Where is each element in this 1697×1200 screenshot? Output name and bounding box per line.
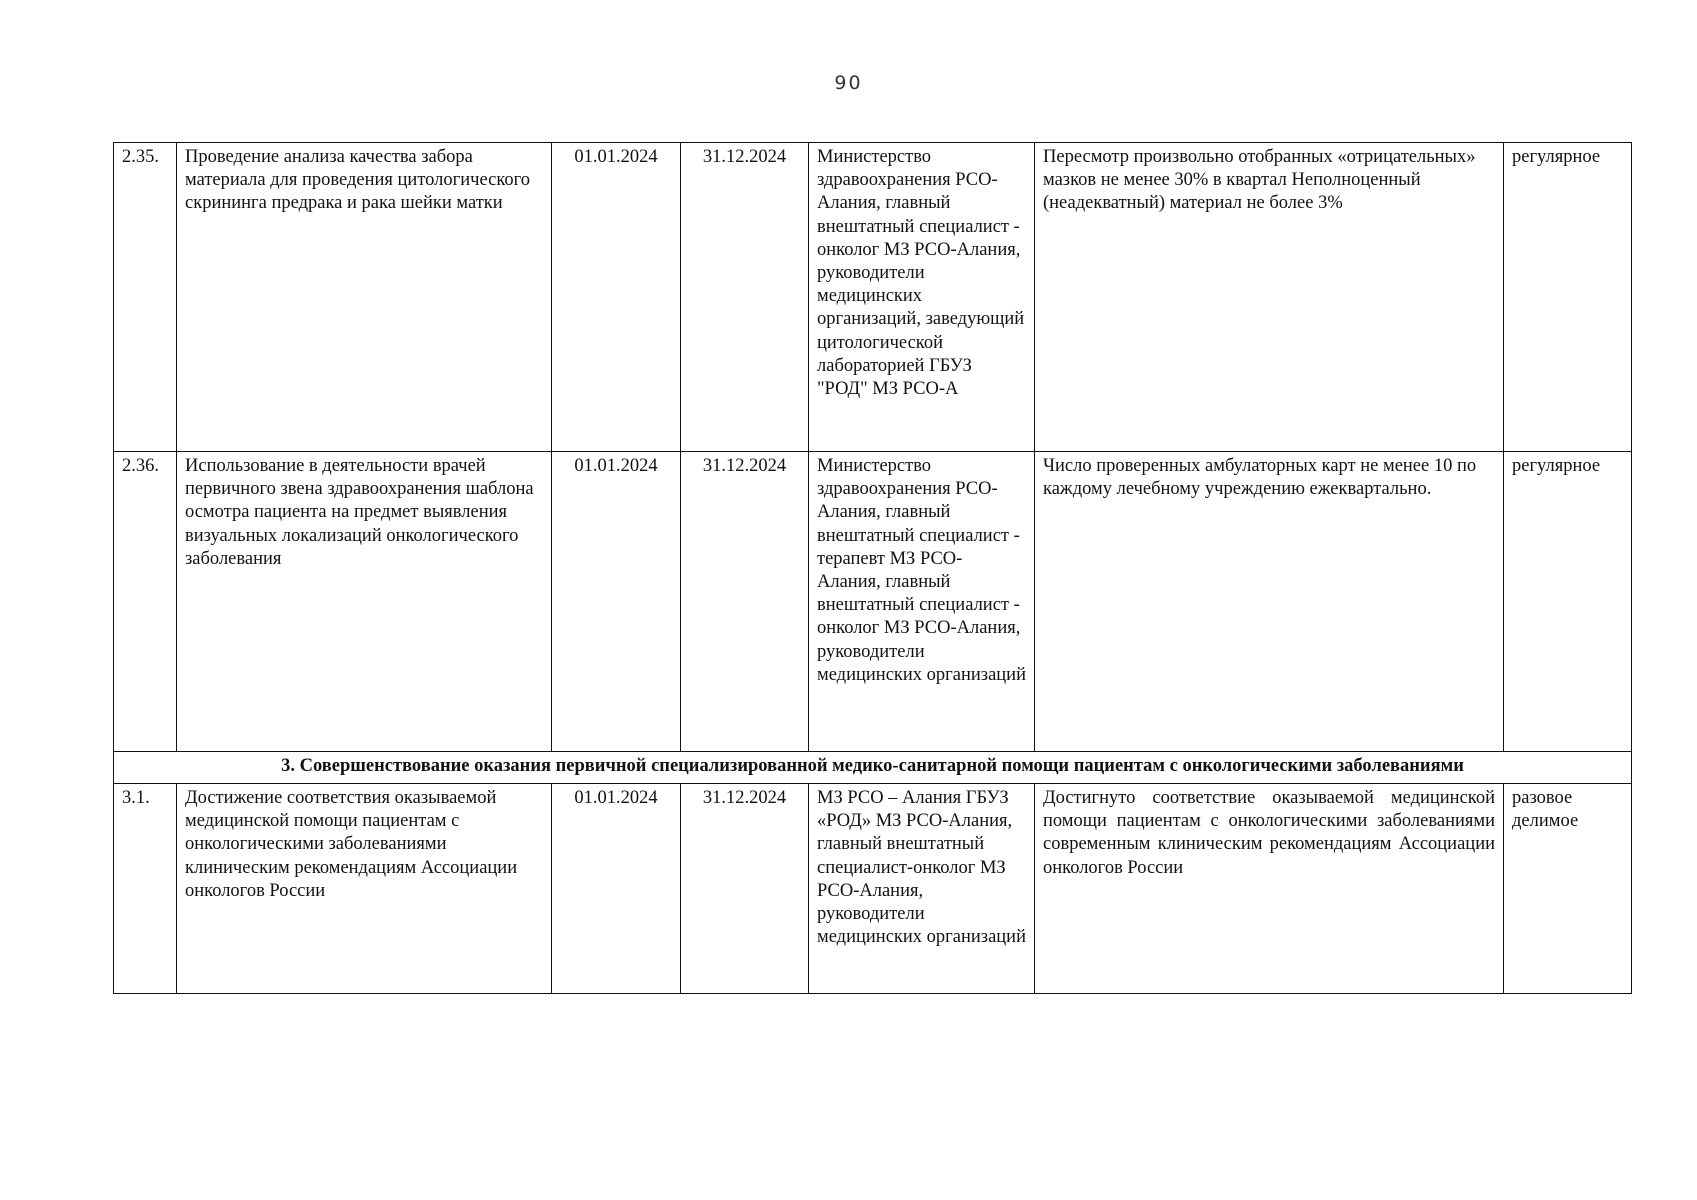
responsible-cell: Министерство здравоохранения РСО-Алания, главный внештатный специалист - онколог МЗ РСО-Алания, руководители медицинских организаций, заведующий цитологической лабораторией ГБУЗ "РОД" МЗ РСО-А [809, 143, 1035, 452]
item-number: 2.35. [114, 143, 177, 452]
type-cell: разовое делимое [1504, 784, 1632, 994]
start-date: 01.01.2024 [552, 452, 681, 752]
table-row-2-35 [114, 143, 1632, 452]
result-cell: Число проверенных амбулаторных карт не менее 10 по каждому лечебному учреждению ежеквартально. [1035, 452, 1504, 752]
result-cell: Пересмотр произвольно отобранных «отрицательных» мазков не менее 30% в квартал Неполноценный (неадекватный) материал не более 3% [1035, 143, 1504, 452]
section-header-row [114, 752, 1632, 784]
item-number: 3.1. [114, 784, 177, 994]
responsible-cell: МЗ РСО – Алания ГБУЗ «РОД» МЗ РСО-Алания, главный внештатный специалист-онколог МЗ РСО-Алания, руководители медицинских организаций [809, 784, 1035, 994]
table-row-3-1 [114, 784, 1632, 994]
type-cell: регулярное [1504, 143, 1632, 452]
activity-cell: Достижение соответствия оказываемой медицинской помощи пациентам с онкологическими заболеваниями клиническим рекомендациям Ассоциации онкологов России [177, 784, 552, 994]
section-title: 3. Совершенствование оказания первичной специализированной медико-санитарной помощи пациентам с онкологическими заболеваниями [114, 752, 1632, 784]
activity-cell: Проведение анализа качества забора материала для проведения цитологического скрининга предрака и рака шейки матки [177, 143, 552, 452]
table-row-2-36 [114, 452, 1632, 752]
type-cell: регулярное [1504, 452, 1632, 752]
end-date: 31.12.2024 [681, 784, 809, 994]
result-cell: Достигнуто соответствие оказываемой медицинской помощи пациентам с онкологическими заболеваниями современным клиническим рекомендациям Ассоциации онкологов России [1035, 784, 1504, 994]
end-date: 31.12.2024 [681, 452, 809, 752]
activity-cell: Использование в деятельности врачей первичного звена здравоохранения шаблона осмотра пациента на предмет выявления визуальных локализаций онкологического заболевания [177, 452, 552, 752]
item-number: 2.36. [114, 452, 177, 752]
end-date: 31.12.2024 [681, 143, 809, 452]
start-date: 01.01.2024 [552, 143, 681, 452]
start-date: 01.01.2024 [552, 784, 681, 994]
action-plan-table [113, 142, 1632, 994]
page-number: 90 [834, 72, 863, 94]
responsible-cell: Министерство здравоохранения РСО-Алания, главный внештатный специалист - терапевт МЗ РСО-Алания, главный внештатный специалист - онколог МЗ РСО-Алания, руководители медицинских организаций [809, 452, 1035, 752]
